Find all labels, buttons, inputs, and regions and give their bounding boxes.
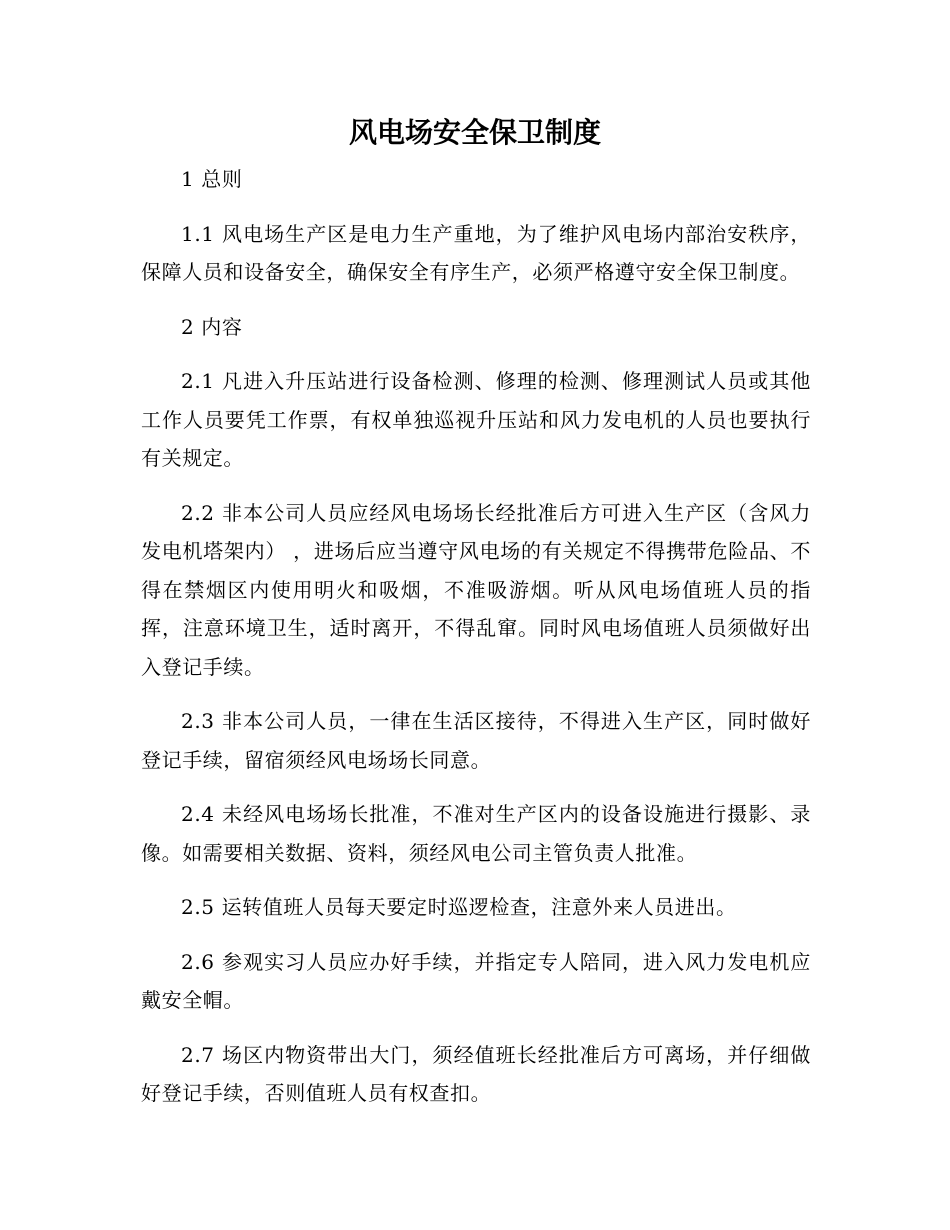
paragraph-1-1: 1.1 风电场生产区是电力生产重地，为了维护风电场内部治安秩序，保障人员和设备安全，确保安全有序生产，必须严格遵守安全保卫制度。	[141, 221, 811, 284]
paragraph-2-4: 2.4 未经风电场场长批准，不准对生产区内的设备设施进行摄影、录像。如需要相关数据、资料，须经风电公司主管负责人批准。	[141, 802, 811, 865]
section-heading-content: 2 内容	[181, 314, 243, 339]
paragraph-2-2: 2.2 非本公司人员应经风电场场长经批准后方可进入生产区（含风力发电机塔架内） ，进场后应当遵守风电场的有关规定不得携带危险品、不得在禁烟区内使用明火和吸烟，不准吸游烟。听从风电场值班人员的指挥，注意环境卫生，适时离开，不得乱窜。同时风电场值班人员须做好出入登记手续。	[141, 500, 811, 679]
paragraph-2-6: 2.6 参观实习人员应办好手续，并指定专人陪同，进入风力发电机应戴安全帽。	[141, 949, 811, 1012]
paragraph-2-1: 2.1 凡进入升压站进行设备检测、修理的检测、修理测试人员或其他工作人员要凭工作票，有权单独巡视升压站和风力发电机的人员也要执行有关规定。	[141, 369, 811, 470]
document-title: 风电场安全保卫制度	[348, 116, 601, 149]
document-body	[141, 160, 811, 1129]
paragraph-2-7: 2.7 场区内物资带出大门，须经值班长经批准后方可离场，并仔细做好登记手续，否则值班人员有权查扣。	[141, 1042, 811, 1105]
paragraph-2-3: 2.3 非本公司人员，一律在生活区接待，不得进入生产区，同时做好登记手续，留宿须经风电场场长同意。	[141, 709, 811, 772]
section-heading-general: 1 总则	[181, 167, 243, 191]
paragraph-2-5: 2.5 运转值班人员每天要定时巡逻检查，注意外来人员进出。	[181, 895, 737, 919]
